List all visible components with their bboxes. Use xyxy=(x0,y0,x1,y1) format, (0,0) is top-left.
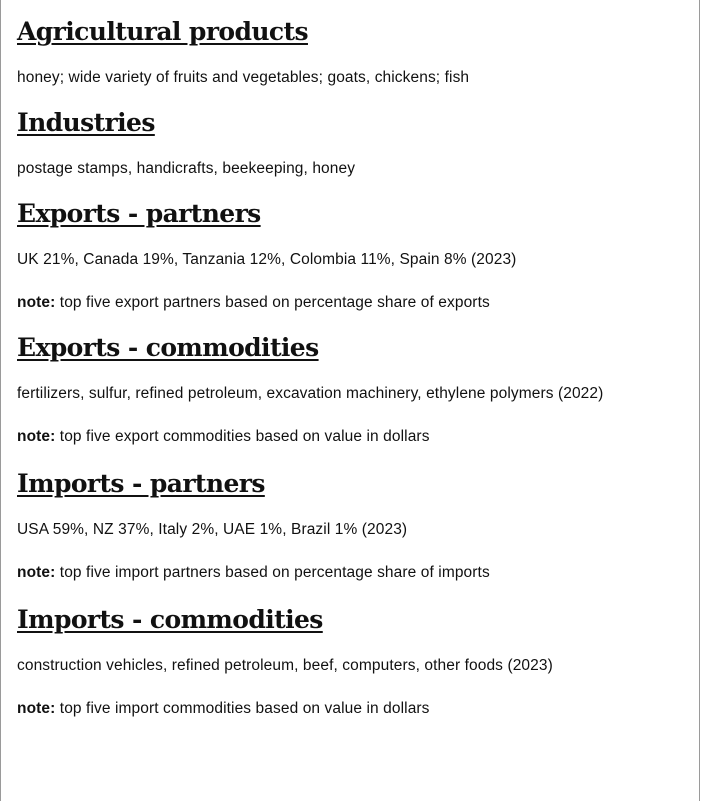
section-imports-partners xyxy=(17,466,699,583)
section-text: construction vehicles, refined petroleum, beef, computers, other foods (2023) xyxy=(17,657,553,674)
section-text: UK 21%, Canada 19%, Tanzania 12%, Colombia 11%, Spain 8% (2023) xyxy=(17,251,517,268)
note-text: top five import commodities based on value in dollars xyxy=(55,700,430,717)
section-text: fertilizers, sulfur, refined petroleum, excavation machinery, ethylene polymers (2022) xyxy=(17,385,604,402)
section-title: Exports - commodities xyxy=(17,333,319,362)
note-label: note: xyxy=(17,428,56,445)
note-label: note: xyxy=(17,700,56,717)
section-title: Imports - partners xyxy=(17,469,265,498)
section-title: Agricultural products xyxy=(17,17,308,46)
section-title: Industries xyxy=(17,108,155,137)
section-note xyxy=(17,293,699,313)
section-imports-commodities xyxy=(17,602,699,719)
note-text: top five export partners based on percentage share of exports xyxy=(55,294,490,311)
note-text: top five import partners based on percentage share of imports xyxy=(55,564,490,581)
section-industries xyxy=(17,105,699,179)
section-exports-partners xyxy=(17,196,699,313)
section-note xyxy=(17,699,699,719)
note-label: note: xyxy=(17,564,56,581)
section-title: Imports - commodities xyxy=(17,605,323,634)
section-exports-commodities xyxy=(17,330,699,447)
note-label: note: xyxy=(17,294,56,311)
section-note xyxy=(17,563,699,583)
note-text: top five export commodities based on value in dollars xyxy=(55,428,430,445)
section-title: Exports - partners xyxy=(17,199,261,228)
section-text: postage stamps, handicrafts, beekeeping, honey xyxy=(17,160,356,177)
section-text: honey; wide variety of fruits and vegetables; goats, chickens; fish xyxy=(17,69,470,86)
section-note xyxy=(17,427,699,447)
section-text: USA 59%, NZ 37%, Italy 2%, UAE 1%, Brazil 1% (2023) xyxy=(17,521,408,538)
section-agricultural-products xyxy=(17,14,699,88)
